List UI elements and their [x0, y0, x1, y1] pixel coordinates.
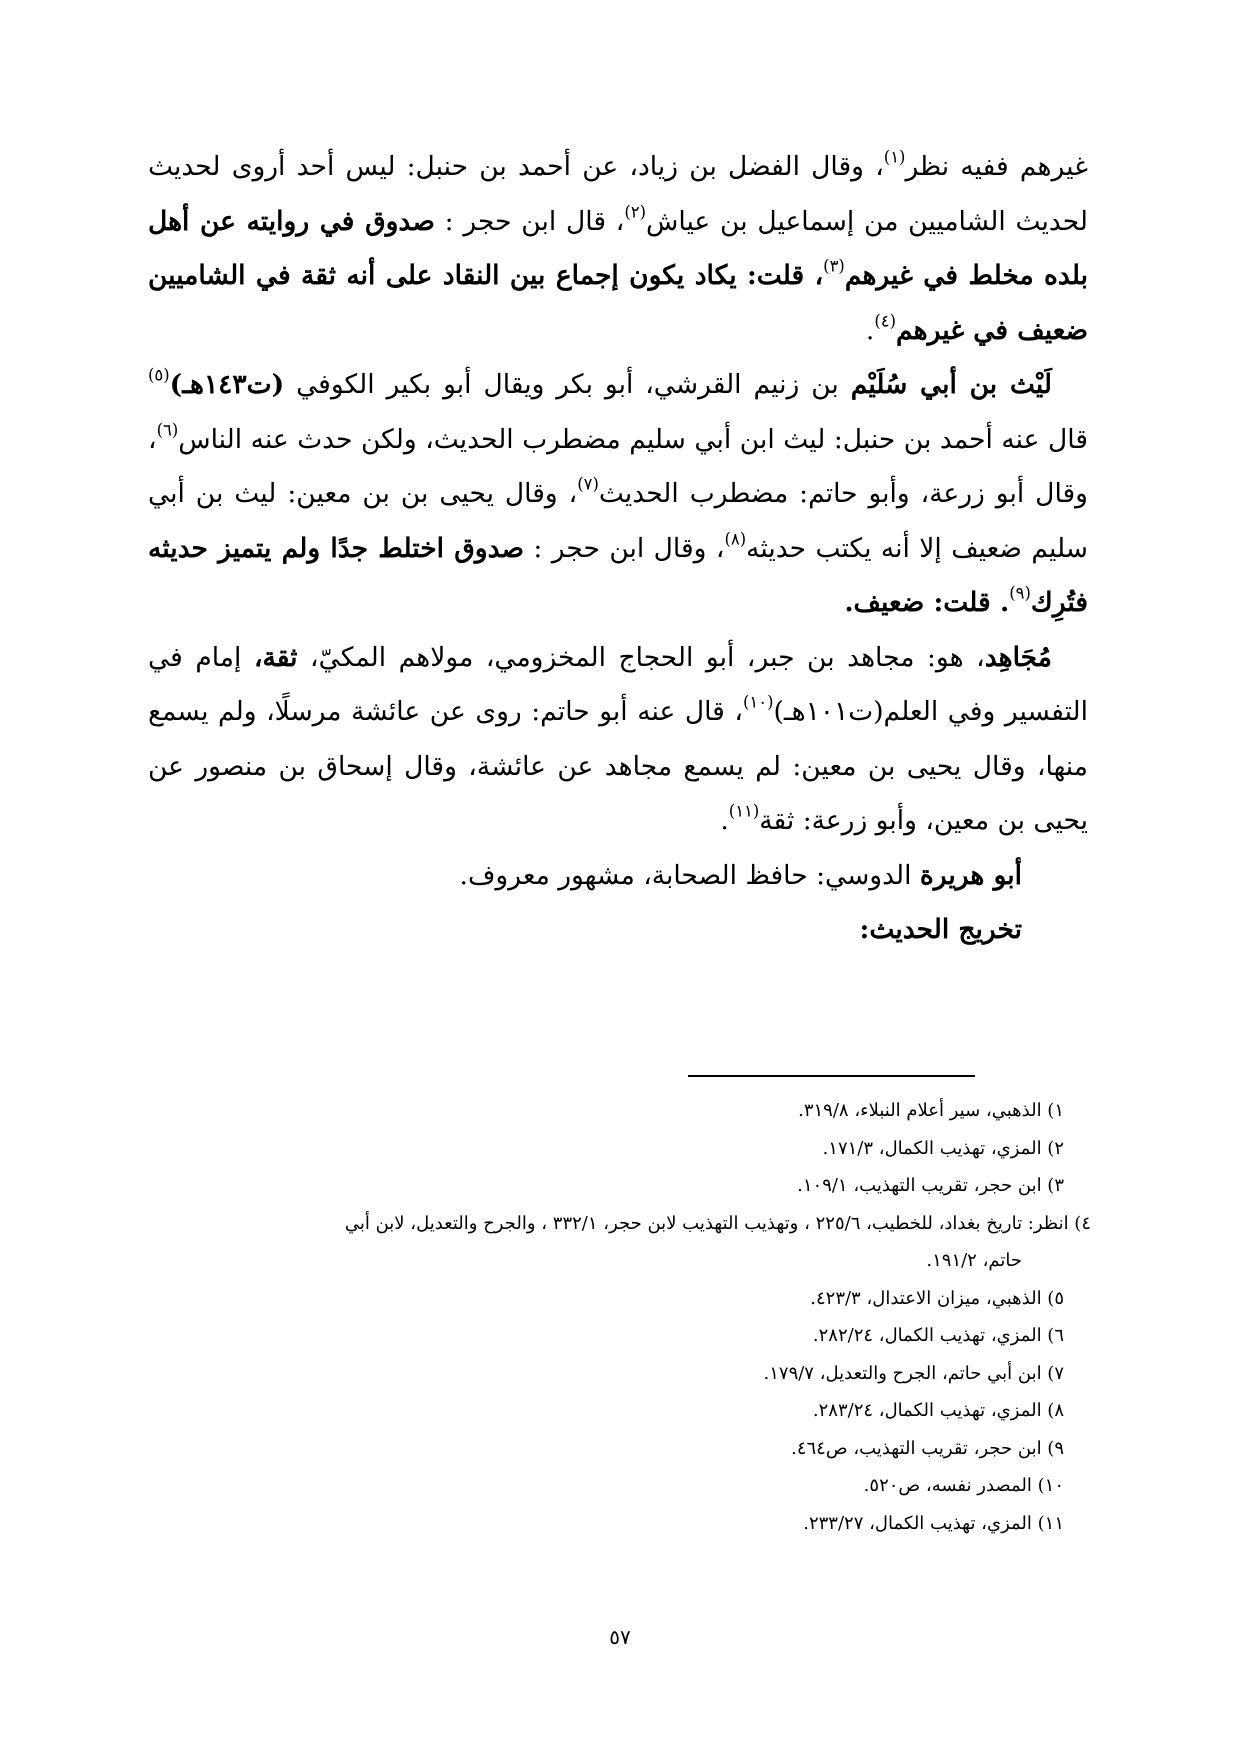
page-body [148, 140, 1088, 958]
text-run: . [720, 805, 729, 836]
text-run: بن زنيم القرشي، أبو بكر ويقال أبو بكير الكوفي [284, 369, 851, 400]
footnote-ref[interactable]: (٦) [156, 420, 179, 440]
footnote-ref[interactable]: (٩) [1009, 583, 1031, 603]
footnote-item: ١٠) المصدر نفسه، ص٥٢٠. [863, 1475, 1064, 1496]
footnotes [148, 1092, 1091, 1542]
page-number: ٥٧ [609, 1625, 631, 1649]
text-run: . [865, 314, 875, 346]
paragraph-3 [148, 631, 1088, 849]
text-run: ، قال ابن حجر : [444, 205, 625, 237]
footnote-ref[interactable]: (٤) [874, 311, 896, 331]
narrator-name: أبو هريرة [919, 859, 1022, 891]
text-run: ، وقال الفضل بن زياد، عن أحمد بن حنبل: ليس أحد أروى لحديث لحديث الشاميين من إسماعيل بن عياش [148, 151, 1088, 237]
footnote-ref[interactable]: (١) [883, 147, 906, 167]
footnote-continuation [148, 1242, 1088, 1280]
bold-text: ، قلت: يكاد يكون إجماع بين النقاد على أنه ثقة في الشاميين ضعيف في غيرهم [148, 260, 1088, 346]
text-run: ، وقال أبو زرعة، وأبو حاتم: مضطرب الحديث [148, 423, 1088, 509]
paragraph-4 [148, 849, 1088, 904]
bold-text: . قلت: ضعيف. [844, 587, 1010, 618]
footnote-ref[interactable]: (٥) [148, 365, 170, 385]
footnote-item: ٢) المزي، تهذيب الكمال، ١٧١/٣. [822, 1137, 1064, 1159]
bold-text: صدوق في روايته عن أهل بلده مخلط في غيرهم [148, 205, 1088, 291]
text-run: ، قال عنه أبو حاتم: روى عن عائشة مرسلًا، ولم يسمع منها، وقال يحيى بن معين: لم يسمع مجاهد عن عائشة، وقال إسحاق بن منصور عن يحيى بن معين، وأبو زرعة: ثقة [148, 696, 1088, 836]
footnote-ref[interactable]: (١١) [728, 801, 760, 821]
footnote-item: ٥) الذهبي، ميزان الاعتدال، ٤٢٣/٣. [810, 1287, 1064, 1309]
narrator-name: لَيْث بن أبي سُلَيْم [850, 369, 1052, 400]
paragraph-1 [148, 140, 1088, 358]
text-run: ، هو: مجاهد بن جبر، أبو الحجاج المخزومي، مولاهم المكيّ، [297, 641, 985, 673]
text-run: ، وقال يحيى بن بن معين: ليث بن أبي سليم ضعيف إلا أنه يكتب حديثه [148, 478, 1088, 564]
text-run: غيرهم ففيه نظر [905, 151, 1089, 182]
bold-text: صدوق اختلط جدًا ولم يتميز حديثه فتُرِك [148, 532, 1088, 618]
death-date: (ت١٤٣هـ) [169, 369, 285, 400]
heading-text: تخريج الحديث: [859, 914, 1022, 945]
footnote-continuation-text: حاتم، ١٩١/٢. [926, 1250, 1022, 1271]
text-run: قال عنه أحمد بن حنبل: ليث ابن أبي سليم مضطرب الحديث، ولكن حدث عنه الناس [178, 423, 1088, 455]
text-run: إمام في التفسير وفي العلم(ت١٠١هـ) [148, 641, 1088, 727]
text-run: ، وقال ابن حجر : [533, 532, 725, 564]
footnote-ref[interactable]: (١٠) [742, 692, 774, 712]
footnote-ref[interactable]: (٨) [724, 529, 747, 549]
footnote-item: ١١) المزي، تهذيب الكمال، ٢٣٣/٢٧. [803, 1512, 1064, 1534]
footnote-item: ١) الذهبي، سير أعلام النبلاء، ٣١٩/٨. [798, 1100, 1064, 1121]
footnote-item: ٤) انظر: تاريخ بغداد، للخطيب، ٢٢٥/٦ ، وتهذيب التهذيب لابن حجر، ٣٣٢/١ ، والجرح والتعديل، لابن أبي [344, 1212, 1091, 1234]
footnote-ref[interactable]: (٧) [577, 474, 599, 494]
footnote-ref[interactable]: (٢) [624, 202, 647, 222]
footnote-item: ٧) ابن أبي حاتم، الجرح والتعديل، ١٧٩/٧. [763, 1362, 1064, 1384]
text-run: الدوسي: حافظ الصحابة، مشهور معروف. [459, 859, 920, 891]
paragraph-2 [148, 358, 1088, 631]
footnote-item: ٨) المزي، تهذيب الكمال، ٢٨٣/٢٤. [812, 1400, 1064, 1421]
main-text [148, 140, 1088, 958]
narrator-name: مُجَاهِد [984, 641, 1052, 673]
footnote-item: ٦) المزي، تهذيب الكمال، ٢٨٢/٢٤. [812, 1325, 1064, 1346]
bold-text: ثقة، [253, 641, 298, 673]
footnote-item: ٩) ابن حجر، تقريب التهذيب، ص٤٦٤. [791, 1437, 1064, 1459]
footnote-separator [688, 1075, 975, 1077]
footnote-ref[interactable]: (٣) [823, 256, 845, 276]
footnote-item: ٣) ابن حجر، تقريب التهذيب، ١٠٩/١. [797, 1175, 1064, 1196]
section-heading [148, 903, 1088, 958]
